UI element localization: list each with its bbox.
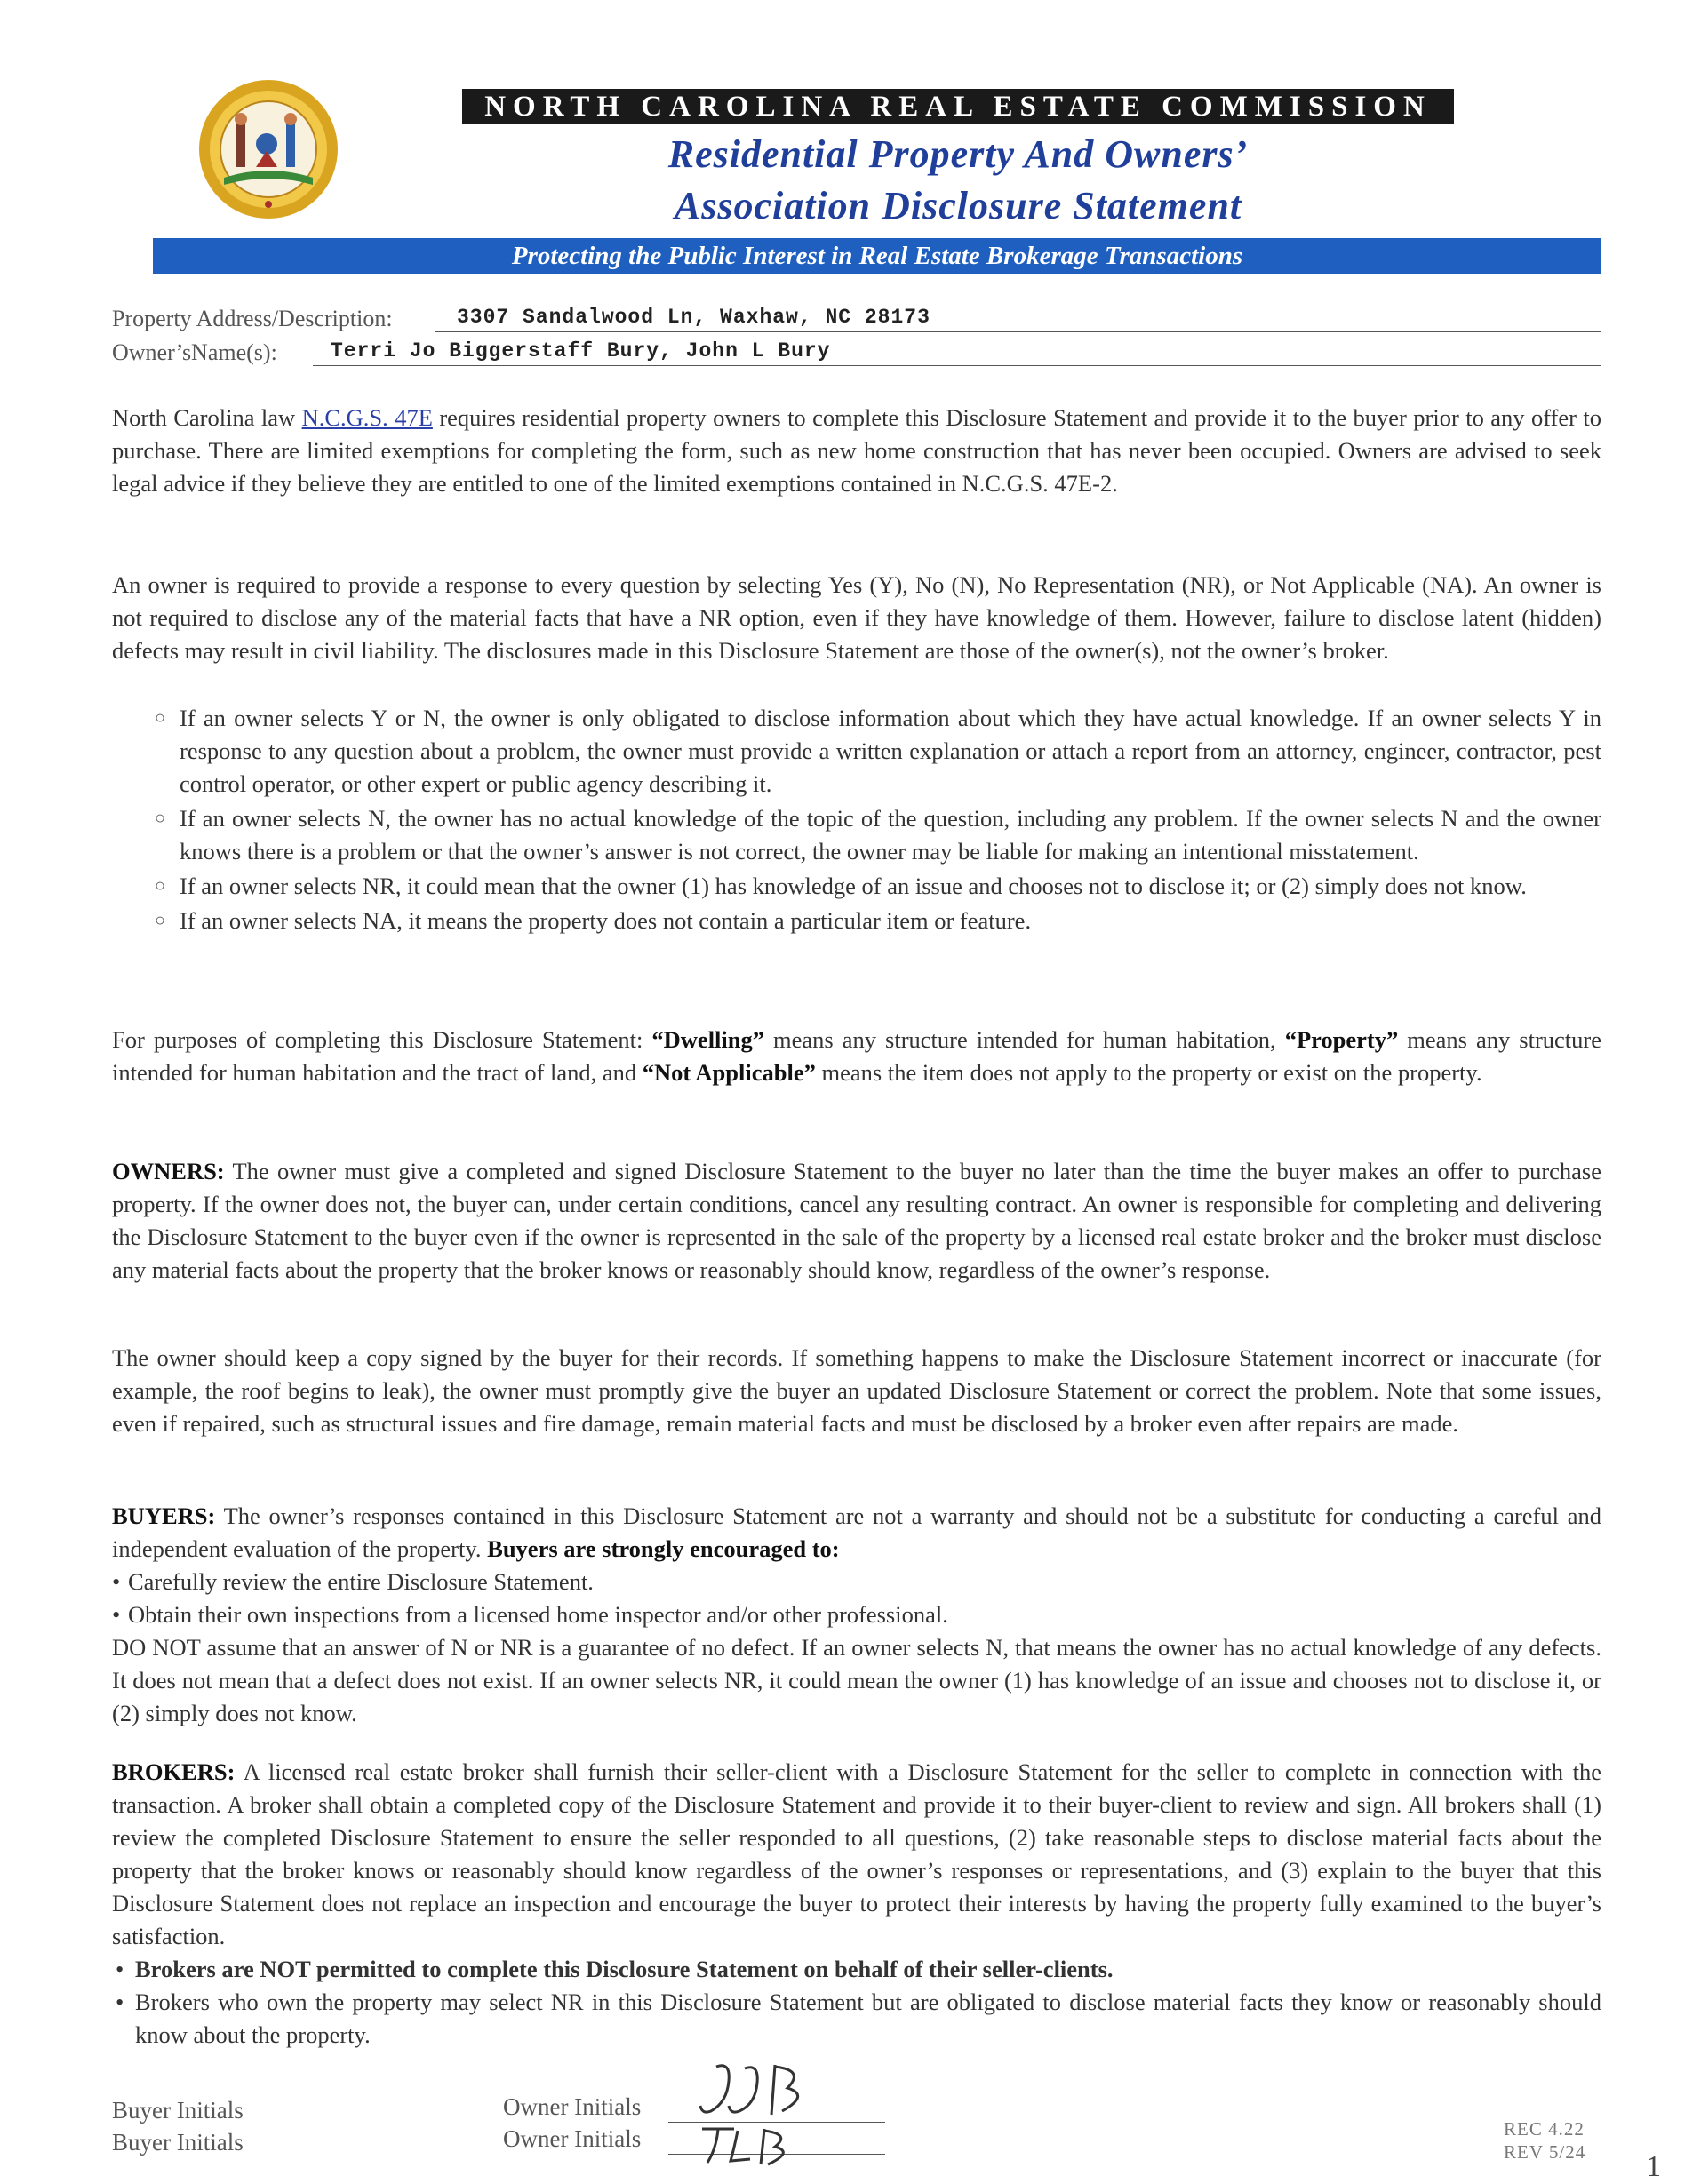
list-item xyxy=(112,1566,1601,1598)
list-item-text: Carefully review the entire Disclosure Statement. xyxy=(128,1568,594,1595)
property-address-line xyxy=(435,331,1601,332)
list-item xyxy=(112,870,1601,903)
brokers-text: A licensed real estate broker shall furnish their seller-client with a Disclosure Statement for the seller to complete in connection with the transaction. A broker shall obtain a completed copy of the Disclosure Statement and provide it to their buyer-client to review and sign. All brokers shall (1) review the completed Disclosure Statement to ensure the seller responded to all questions, (2) take reasonable steps to disclose material facts about the property that the broker knows or reasonably should know regardless of the owner’s responses or representations, and (3) explain to the buyer that this Disclosure Statement does not replace an inspection and encourage the buyer to protect their interests by having the property fully examined to the buyer’s satisfaction. xyxy=(112,1758,1601,1949)
owners-text: The owner must give a completed and signed Disclosure Statement to the buyer no later than the time the buyer makes an offer to purchase property. If the owner does not, the buyer can, under certain conditions, cancel any resulting contract. An owner is responsible for completing and delivering the Disclosure Statement to the buyer even if the owner is represented in the sale of the property by a licensed real estate broker and the broker must disclose any material facts about the property that the broker knows or reasonably should know, regardless of the owner’s response. xyxy=(112,1158,1601,1283)
list-item xyxy=(112,905,1601,937)
list-item-text: If an owner selects N, the owner has no actual knowledge of the topic of the question, including any problem. If the owner selects N and the owner knows there is a problem or that the owner’s answer is not correct, the owner may be liable for making an intentional misstatement. xyxy=(180,805,1601,865)
intro-text-start: North Carolina law xyxy=(112,404,302,431)
dwelling-definition: means any structure intended for human habitation, xyxy=(764,1026,1285,1053)
owner-names-row xyxy=(112,336,1601,368)
list-item xyxy=(112,702,1601,801)
brokers-heading: BROKERS: xyxy=(112,1758,236,1785)
bullet-dot-icon: • xyxy=(116,1989,124,2015)
owner-names-label: Owner’sName(s): xyxy=(112,339,277,365)
tagline-banner: Protecting the Public Interest in Real Estate Brokerage Transactions xyxy=(153,238,1601,274)
owner-names-value[interactable]: Terri Jo Biggerstaff Bury, John L Bury xyxy=(331,339,831,363)
response-options-list xyxy=(112,702,1601,939)
commission-banner: NORTH CAROLINA REAL ESTATE COMMISSION xyxy=(462,89,1454,124)
document-title-line-2: Association Disclosure Statement xyxy=(674,184,1242,227)
response-instructions-paragraph: An owner is required to provide a response to every question by selecting Yes (Y), No (N), No Representation (NR), or Not Applicable (NA). An owner is not required to disclose any of the material facts that have a NR option, even if they have knowledge of them. However, failure to disclose latent (hidden) defects may result in civil liability. The disclosures made in this Disclosure Statement are those of the owner(s), not the owner’s broker. xyxy=(112,571,1601,664)
brokers-list xyxy=(112,1953,1601,2052)
bullet-dot-icon: • xyxy=(112,1601,121,1628)
nc-real-estate-commission-seal-icon xyxy=(197,78,339,220)
property-address-value[interactable]: 3307 Sandalwood Ln, Waxhaw, NC 28173 xyxy=(457,306,930,329)
bullet-dot-icon: • xyxy=(112,1568,121,1595)
buyer-initials-label-2: Buyer Initials xyxy=(112,2129,244,2156)
page-number: 1 xyxy=(1646,2150,1661,2183)
list-item xyxy=(112,1598,1601,1631)
definitions-intro: For purposes of completing this Disclosure Statement: xyxy=(112,1026,652,1053)
owners-paragraph xyxy=(112,1155,1601,1287)
buyer-initials-label-1: Buyer Initials xyxy=(112,2097,244,2124)
circle-bullet-icon: ○ xyxy=(155,708,166,728)
circle-bullet-icon: ○ xyxy=(155,809,166,828)
property-term: “Property” xyxy=(1284,1026,1399,1053)
list-item-text: Brokers are NOT permitted to complete this Disclosure Statement on behalf of their seller-clients. xyxy=(135,1956,1114,1982)
list-item-text: If an owner selects Y or N, the owner is only obligated to disclose information about which they have actual knowledge. If an owner selects Y in response to any question about a problem, the owner must provide a written explanation or attach a report from an attorney, engineer, contractor, pest control operator, or other expert or public agency describing it. xyxy=(180,705,1601,797)
not-applicable-definition: means the item does not apply to the property or exist on the property. xyxy=(815,1059,1482,1086)
buyers-list xyxy=(112,1566,1601,1631)
dwelling-term: “Dwelling” xyxy=(651,1026,765,1053)
list-item xyxy=(112,1986,1601,2052)
definitions-paragraph xyxy=(112,1024,1601,1089)
property-address-row xyxy=(112,302,1601,334)
intro-paragraph xyxy=(112,402,1601,500)
bullet-dot-icon: • xyxy=(116,1956,124,1982)
buyers-encouraged-text: Buyers are strongly encouraged to: xyxy=(487,1535,840,1562)
statute-link[interactable]: N.C.G.S. 47E xyxy=(301,404,433,431)
intro-text-end: requires residential property owners to complete this Disclosure Statement and provide it to the buyer prior to any offer to purchase. There are limited exemptions for completing the form, such as new home construction that has never been occupied. Owners are advised to seek legal advice if they believe they are entitled to one of the limited exemptions contained in N.C.G.S. 47E-2. xyxy=(112,404,1601,497)
owner-initials-label-2: Owner Initials xyxy=(503,2125,642,2152)
list-item-text: If an owner selects NA, it means the property does not contain a particular item or feature. xyxy=(180,907,1032,934)
buyers-heading: BUYERS: xyxy=(112,1502,216,1529)
brokers-paragraph xyxy=(112,1756,1601,1953)
form-code: REC 4.22 xyxy=(1504,2118,1585,2140)
owners-heading: OWNERS: xyxy=(112,1158,225,1184)
property-definition: means any structure intended for human habitation and the tract of land, and xyxy=(112,1026,1601,1086)
buyers-warning-paragraph: DO NOT assume that an answer of N or NR is a guarantee of no defect. If an owner selects N, that means the owner has no actual knowledge of any defects. It does not mean that a defect does not exist. If an owner selects NR, it could mean the owner (1) has knowledge of an issue and chooses not to disclose it, or (2) simply does not know. xyxy=(112,1634,1601,1726)
list-item-text: If an owner selects NR, it could mean that the owner (1) has knowledge of an issue and chooses not to disclose it; or (2) simply does not know. xyxy=(180,873,1527,899)
not-applicable-term: “Not Applicable” xyxy=(642,1059,816,1086)
owners-update-paragraph: The owner should keep a copy signed by the buyer for their records. If something happens to make the Disclosure Statement incorrect or inaccurate (for example, the roof begins to leak), the owner must promptly give the buyer an updated Disclosure Statement or correct the problem. Note that some issues, even if repaired, such as structural issues and fire damage, remain material facts and must be disclosed by a broker even after repairs are made. xyxy=(112,1344,1601,1437)
list-item-text: Brokers who own the property may select NR in this Disclosure Statement but are obligated to disclose material facts they know or reasonably should know about the property. xyxy=(135,1989,1601,2048)
owner-initials-label-1: Owner Initials xyxy=(503,2093,642,2120)
list-item-text: Obtain their own inspections from a licensed home inspector and/or other professional. xyxy=(128,1601,948,1628)
owner-initials-signature-2 xyxy=(684,2122,809,2172)
form-revision: REV 5/24 xyxy=(1504,2141,1586,2163)
buyers-text: The owner’s responses contained in this Disclosure Statement are not a warranty and should not be a substitute for conducting a careful and independent evaluation of the property. xyxy=(112,1502,1601,1562)
property-address-label: Property Address/Description: xyxy=(112,306,393,331)
list-item xyxy=(112,1953,1601,1986)
document-title-line-1: Residential Property And Owners’ xyxy=(667,132,1249,176)
buyers-paragraph xyxy=(112,1500,1601,1566)
owner-initials-signature-1 xyxy=(690,2058,823,2129)
owner-names-line xyxy=(313,365,1601,366)
circle-bullet-icon: ○ xyxy=(155,911,166,930)
list-item xyxy=(112,802,1601,868)
circle-bullet-icon: ○ xyxy=(155,876,166,896)
